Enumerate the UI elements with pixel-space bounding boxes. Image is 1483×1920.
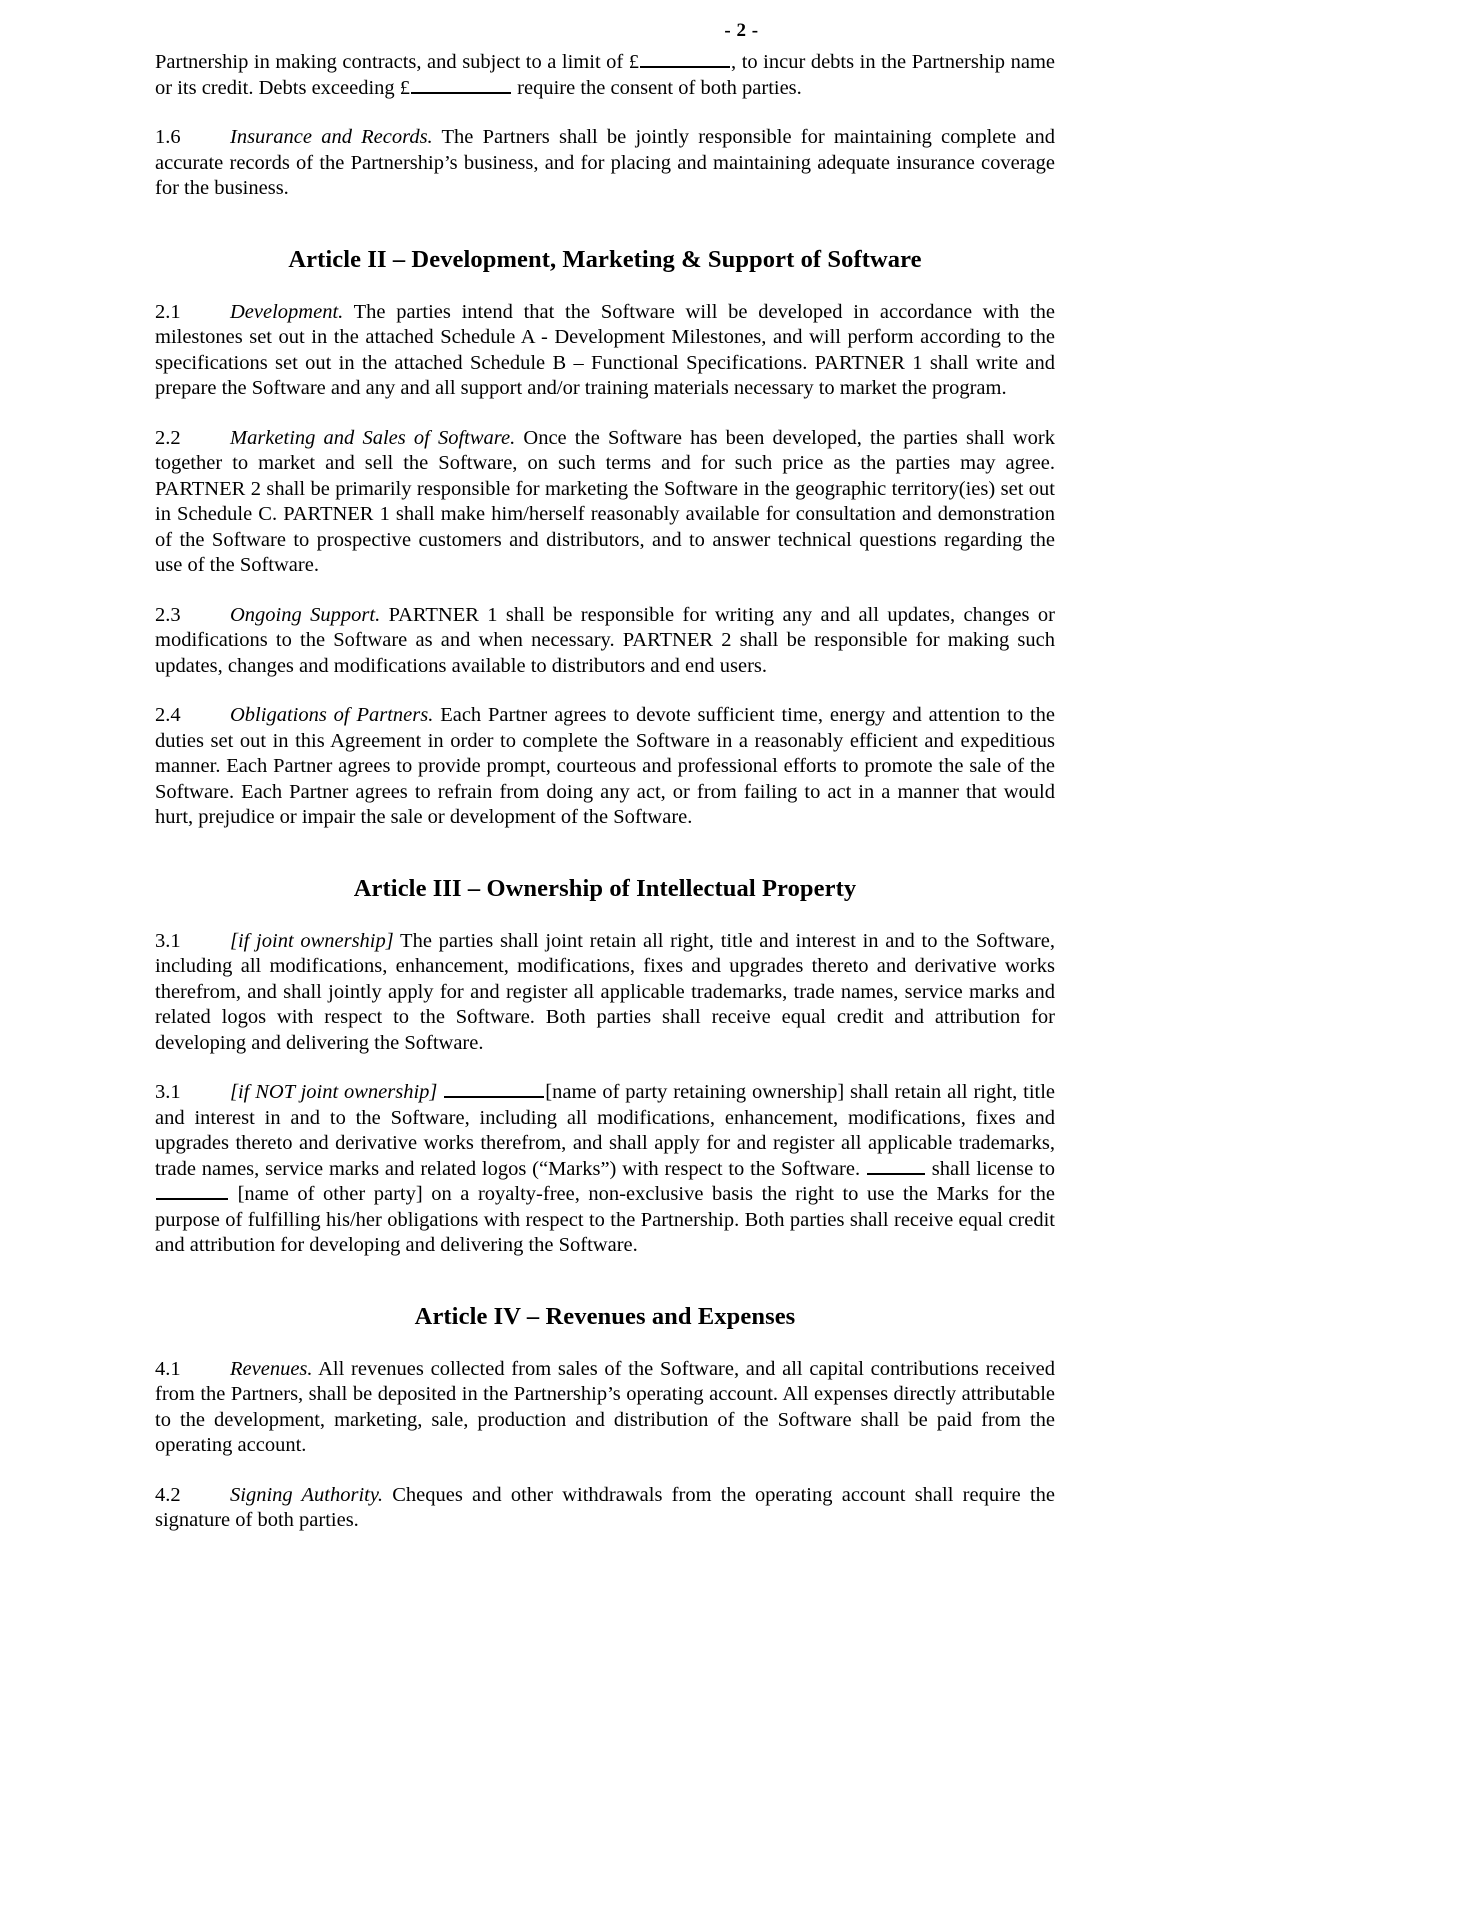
section-body: The Partners shall be jointly responsible for maintaining complete and accurate records of the Partnership’s business, and for placing and maintaining adequate insurance coverage for the business.: [155, 126, 1055, 199]
section-number: 2.3: [155, 603, 181, 626]
section-body-a: [name of party retaining ownership] shall retain all right, title and interest in and to the Software, including all modifications, enhancement, modifications, fixes and upgrades thereto and derivative works therefrom, and shall apply for and register all applicable trademarks, trade names, service marks and related logos (“Marks”) with respect to the Software.: [155, 1081, 1056, 1180]
blank-field-party-name[interactable]: [444, 1082, 544, 1098]
section-4-2: [155, 1483, 1055, 1534]
section-4-1: [155, 1357, 1055, 1459]
section-body: The parties shall joint retain all right, title and interest in and to the Software, including all modifications, enhancement, modifications, fixes and upgrades thereto and derivative works therefrom, and shall jointly apply for and register all applicable trademarks, trade names, service marks and related logos with respect to the Software. Both parties shall receive equal credit and attribution for developing and delivering the Software.: [155, 929, 1055, 1054]
section-number: 3.1: [155, 1081, 181, 1103]
section-number: 4.1: [155, 1357, 181, 1380]
section-title: Marketing and Sales of Software.: [230, 426, 516, 449]
section-body-b: shall license to: [925, 1157, 1055, 1180]
continued-text-a: Partnership in making contracts, and subject to a limit of £: [155, 51, 640, 73]
section-2-1: [155, 300, 1055, 402]
section-body: The parties intend that the Software will be developed in accordance with the milestones set out in the attached Schedule A - Development Milestones, and will perform according to the specifications set out in the attached Schedule B – Functional Specifications. PARTNER 1 shall write and prepare the Software and any and all support and/or training materials necessary to market the program.: [155, 300, 1055, 399]
section-2-2: [155, 426, 1055, 579]
section-number: 2.1: [155, 300, 181, 323]
section-title: Revenues.: [230, 1357, 313, 1380]
blank-field-limit[interactable]: [640, 52, 730, 68]
article-4-spacer: [155, 1283, 1055, 1303]
section-number: 3.1: [155, 929, 181, 952]
section-body: PARTNER 1 shall be responsible for writing any and all updates, changes or modifications to the Software as and when necessary. PARTNER 2 shall be responsible for making such updates, changes and modifications available to distributors and end users.: [155, 603, 1055, 677]
section-title: Development.: [230, 300, 344, 323]
section-2-4: [155, 703, 1055, 831]
section-number: 1.6: [155, 126, 181, 148]
section-3-1-not-joint: [155, 1080, 1055, 1259]
article-4-heading: Article IV – Revenues and Expenses: [414, 1302, 796, 1330]
article-2-heading: Article II – Development, Marketing & Support of Software: [288, 245, 922, 273]
blank-field-licensor[interactable]: [867, 1159, 925, 1175]
article-2-spacer: [155, 226, 1055, 246]
section-number: 4.2: [155, 1483, 181, 1506]
section-number: 2.2: [155, 426, 181, 449]
document-body: [155, 50, 1055, 1534]
section-body: Once the Software has been developed, the parties shall work together to market and sell the Software, on such terms and for such price as the parties may agree. PARTNER 2 shall be primarily responsible for marketing the Software in the geographic territory(ies) set out in Schedule C. PARTNER 1 shall make him/herself reasonably available for consultation and demonstration of the Software to prospective customers and distributors, and to answer technical questions regarding the use of the Software.: [155, 426, 1055, 576]
article-3-spacer: [155, 855, 1055, 875]
blank-field-licensee[interactable]: [156, 1184, 228, 1200]
page-number: - 2 -: [724, 20, 759, 41]
section-body: Cheques and other withdrawals from the operating account shall require the signature of both parties.: [155, 1483, 1055, 1531]
section-title: Insurance and Records.: [230, 126, 433, 148]
section-1-6: [155, 125, 1055, 202]
section-title: [if joint ownership]: [230, 929, 394, 952]
section-2-3: [155, 603, 1055, 680]
continued-text-c: require the consent of both parties.: [512, 76, 802, 99]
section-title: Obligations of Partners.: [230, 704, 434, 726]
section-3-1-joint: [155, 929, 1055, 1057]
continued-text-b: , to incur debts in the Partnership name or its credit. Debts exceeding £: [155, 51, 1055, 99]
section-title: Ongoing Support.: [230, 603, 381, 626]
section-body: Each Partner agrees to devote sufficient time, energy and attention to the duties set out in this Agreement in order to complete the Software in a reasonably efficient and expeditious manner. Each Partner agrees to provide prompt, courteous and professional efforts to promote the sale of the Software. Each Partner agrees to refrain from doing any act, or from failing to act in a manner that would hurt, prejudice or impair the sale or development of the Software.: [155, 704, 1055, 828]
blank-field-debts[interactable]: [411, 78, 511, 94]
paragraph-continued-1-5: [155, 50, 1055, 101]
section-title: [if NOT joint ownership]: [230, 1081, 438, 1103]
section-body-c: [name of other party] on a royalty-free, non-exclusive basis the right to use the Marks for the purpose of fulfilling his/her obligations with respect to the Partnership. Both parties shall receive equal credit and attribution for developing and delivering the Software.: [155, 1183, 1055, 1256]
section-title: Signing Authority.: [230, 1483, 383, 1506]
section-body: All revenues collected from sales of the Software, and all capital contributions received from the Partners, shall be deposited in the Partnership’s operating account. All expenses directly attributable to the development, marketing, sale, production and distribution of the Software shall be paid from the operating account.: [155, 1357, 1055, 1456]
section-number: 2.4: [155, 704, 181, 726]
article-3-heading: Article III – Ownership of Intellectual Property: [353, 874, 857, 902]
